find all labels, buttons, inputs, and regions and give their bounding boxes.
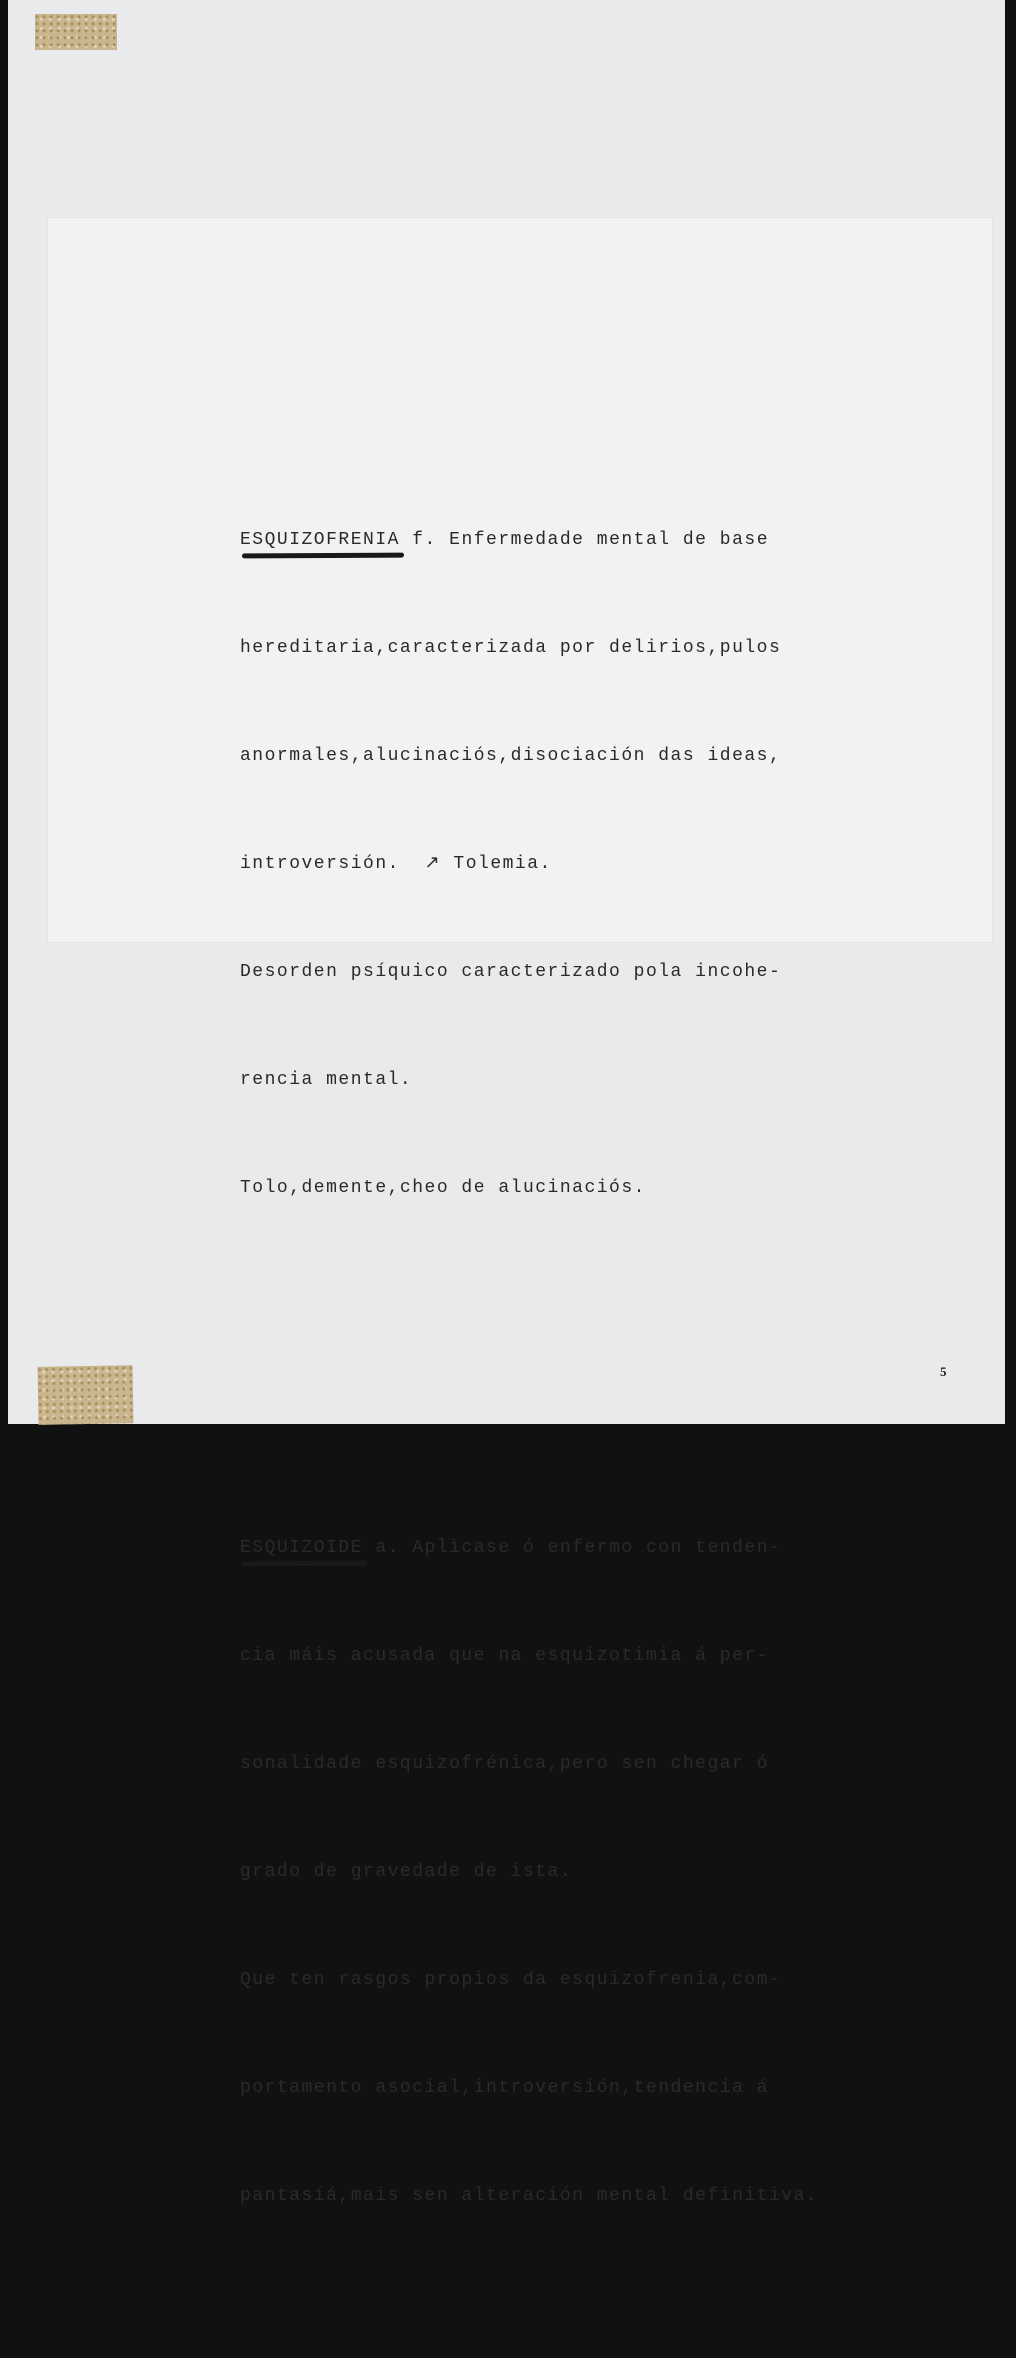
definition-line: pantasíá,mais sen alteración mental definitiva. (240, 2186, 819, 2206)
entry-esquizoide (240, 1458, 818, 2286)
definition-line: f. Enfermedade mental de base (399, 530, 769, 550)
definition-line: hereditaria,caracterizada por delirios,pulos (240, 638, 782, 658)
definition-line: anormales,alucinaciós,disociación das ideas, (240, 746, 782, 766)
adhesive-tape-top (35, 14, 117, 50)
document-page (8, 0, 1005, 2206)
definition-line: cia máis acusada que na esquizotimia á per- (240, 1646, 769, 1666)
definition-line: Tolo,demente,cheo de alucinaciós. (240, 1178, 646, 1198)
typed-text (240, 378, 818, 2358)
entry-esquizofrenia (240, 450, 818, 1278)
definition-line: rencia mental. (240, 1070, 413, 1090)
headword: ESQUIZOFRENIA (240, 530, 400, 550)
definition-line: grado de gravedade de ista. (240, 1862, 573, 1882)
adhesive-tape-bottom (38, 1365, 134, 1425)
definition-line: Que ten rasgos propios da esquizofrenia,com- (240, 1970, 782, 1990)
definition-line: portamento asocial,introversión,tendencia á (240, 2078, 769, 2098)
definition-line: introversión. ↗ Tolemia. (240, 854, 552, 874)
definition-line: Desorden psíquico caracterizado pola incohe- (240, 962, 782, 982)
page-number: 5 (940, 1364, 947, 1379)
headword: ESQUIZOIDE (240, 1538, 364, 1558)
definition-line: a. Aplìcase ó enfermo con tenden- (363, 1538, 782, 1558)
typed-slip (48, 218, 992, 2206)
definition-line: sonalidade esquizofrénica,pero sen chegar ó (240, 1754, 769, 1774)
